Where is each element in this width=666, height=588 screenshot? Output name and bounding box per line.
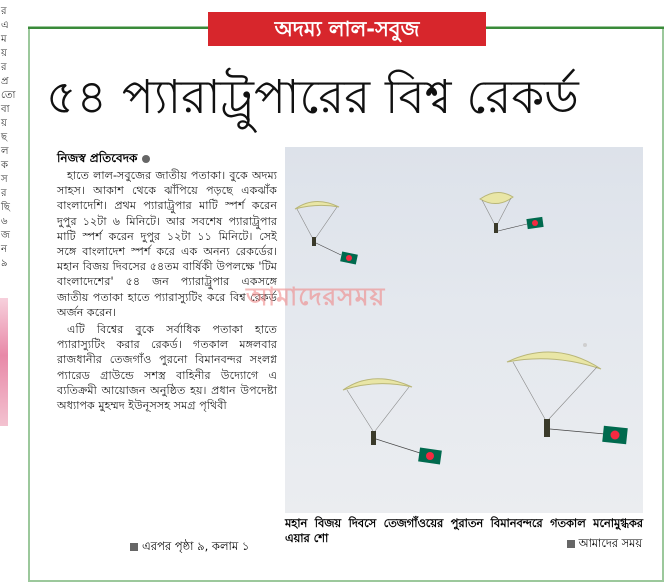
adjacent-text-fragment: প্র xyxy=(1,76,9,87)
byline-bullet-icon xyxy=(142,155,150,163)
photo-caption: মহান বিজয় দিবসে তেজগাঁওয়ের পুরাতন বিমানবন্দরে গতকাল মনোমুগ্ধকর এয়ার শো xyxy=(285,517,643,545)
adjacent-text-fragment: র xyxy=(1,62,7,73)
adjacent-text-fragment: ৯ xyxy=(1,258,8,269)
square-bullet-icon xyxy=(567,540,575,548)
banner-rule-left xyxy=(28,27,208,29)
parachutists-illustration xyxy=(285,147,643,513)
photo-credit xyxy=(567,535,642,554)
continuation-text: এরপর পৃষ্ঠা ৯, কলাম ১ xyxy=(142,539,250,553)
adjacent-text-fragment: র xyxy=(1,6,7,17)
adjacent-text-fragment: ছি xyxy=(1,202,10,213)
newspaper-watermark: আমাদেরসময় xyxy=(246,282,386,311)
parachutist-2 xyxy=(480,192,544,233)
adjacent-text-fragment: জ xyxy=(1,230,10,241)
adjacent-text-fragment: র xyxy=(1,188,7,199)
continuation-note xyxy=(130,538,249,557)
adjacent-text-fragment: য় xyxy=(1,48,7,59)
photo-credit-text: আমাদের সময় xyxy=(578,537,642,550)
banner-rule-right xyxy=(486,27,664,29)
adjacent-text-fragment: ল xyxy=(1,146,9,157)
adjacent-text-fragment: ছ xyxy=(1,132,8,143)
byline xyxy=(57,150,150,170)
parachutist-1 xyxy=(295,201,358,264)
adjacent-text-fragment: এ xyxy=(1,20,9,31)
parachutist-3 xyxy=(343,379,442,465)
adjacent-text-fragment: ন xyxy=(1,244,7,255)
adjacent-text-fragment: ৬ xyxy=(1,216,8,227)
adjacent-text-fragment: ক xyxy=(1,160,8,171)
article-photo xyxy=(285,147,643,513)
parachutist-4 xyxy=(507,352,628,444)
body-paragraph-2: এটি বিশ্বের বুকে সর্বাধিক পতাকা হাতে প্যারাস্যুটিং করার রেকর্ড। গতকাল মঙ্গলবার রাজধানীর তেজগাঁও পুরনো বিমানবন্দর সংলগ্ন প্যারেড গ্রাউন্ডে সশস্ত্র বাহিনীর উদ্যোগে এ ব্যতিক্রমী আয়োজন অনুষ্ঠিত হয়। প্রধান উপদেষ্টা অধ্যাপক মুহম্মদ ইউনূসসহ সমগ্র পৃথিবী xyxy=(57,323,277,413)
adjacent-column-fragment xyxy=(0,0,22,588)
section-banner: অদম্য লাল-সবুজ xyxy=(208,12,486,46)
adjacent-photo-edge xyxy=(0,298,8,426)
byline-text: নিজস্ব প্রতিবেদক xyxy=(57,151,138,165)
distant-balloon-icon xyxy=(583,343,587,347)
article-body xyxy=(57,168,277,413)
square-bullet-icon xyxy=(130,543,138,551)
adjacent-text-fragment: বা xyxy=(1,104,10,115)
adjacent-text-fragment: ম xyxy=(1,34,7,45)
article-headline: ৫৪ প্যারাট্রুপারের বিশ্ব রেকর্ড xyxy=(46,70,579,125)
adjacent-text-fragment: য় xyxy=(1,118,7,129)
adjacent-text-fragment: স xyxy=(1,174,8,185)
body-paragraph-1: হাতে লাল-সবুজের জাতীয় পতাকা। বুকে অদম্য সাহস। আকাশ থেকে ঝাঁপিয়ে পড়ছে একঝাঁক বাংলাদেশি। প্রথম প্যারাট্রুপার মাটি স্পর্শ করেন দুপুর ১২টা ৬ মিনিটে। আর সবশেষ প্যারাট্রুপার মাটি স্পর্শ করেন দুপুর ১২টা ১১ মিনিটে। সেই সঙ্গে বাংলাদেশ স্পর্শ করে এক অনন্য রেকর্ডের। মহান বিজয় দিবসের ৫৪তম বার্ষিকী উপলক্ষে 'টিম বাংলাদেশের' ৫৪ জন প্যারাট্রুপার একসঙ্গে জাতীয় পতাকা হাতে প্যারাস্যুটিং করে বিশ্ব রেকর্ড অর্জন করেন। xyxy=(57,169,277,319)
adjacent-text-fragment: তো xyxy=(1,90,16,101)
